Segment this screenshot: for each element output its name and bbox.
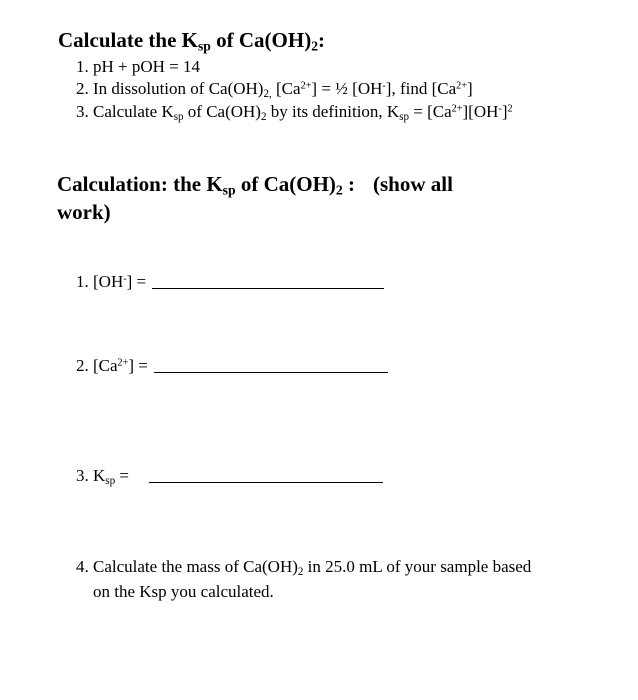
answer-2-text-b: ] = bbox=[128, 356, 148, 375]
answer-3-label bbox=[76, 466, 129, 486]
step-3-text-d: = [Ca bbox=[409, 102, 452, 121]
step-3-sup2: - bbox=[498, 103, 502, 115]
title-mid: of Ca(OH) bbox=[210, 28, 312, 52]
answer-1-text-a: 1. [OH bbox=[76, 272, 124, 291]
calc-heading-work: work) bbox=[57, 200, 111, 224]
question-4-text-c: on the Ksp you calculated. bbox=[93, 582, 274, 601]
title-sub: sp bbox=[197, 38, 211, 54]
step-3-sub2: 2 bbox=[260, 110, 267, 123]
step-3-text-b: of Ca(OH) bbox=[183, 102, 261, 121]
step-3-sub3: sp bbox=[399, 110, 410, 123]
step-3-text-c: by its definition, K bbox=[266, 102, 400, 121]
answer-1-sup: - bbox=[123, 273, 127, 285]
answer-oh-concentration bbox=[76, 272, 384, 292]
step-3-sup1: 2+ bbox=[451, 103, 463, 115]
step-2 bbox=[76, 79, 473, 99]
step-2-sup2: - bbox=[382, 80, 386, 92]
calc-heading-sub2: 2 bbox=[335, 182, 343, 198]
answer-3-text-a: 3. K bbox=[76, 466, 106, 485]
step-2-text-a: 2. In dissolution of Ca(OH) bbox=[76, 79, 264, 98]
title-tail: : bbox=[318, 28, 326, 52]
answer-ca-concentration bbox=[76, 356, 388, 376]
step-2-sub: 2, bbox=[263, 87, 272, 100]
step-3-text-f: ] bbox=[501, 102, 508, 121]
step-2-text-e: ] bbox=[466, 79, 473, 98]
calc-heading-lead: Calculation: the K bbox=[57, 172, 223, 196]
step-3-sub1: sp bbox=[173, 110, 184, 123]
step-1-text: 1. pH + pOH = 14 bbox=[76, 57, 201, 76]
step-3 bbox=[76, 102, 513, 122]
calc-heading-mid: of Ca(OH) bbox=[235, 172, 336, 196]
question-4-text-a: 4. Calculate the mass of Ca(OH) bbox=[76, 557, 298, 576]
step-3-text-a: 3. Calculate K bbox=[76, 102, 174, 121]
question-4-sub: 2 bbox=[297, 565, 304, 578]
step-2-text-d: ], find [Ca bbox=[385, 79, 457, 98]
calc-heading-show-all: (show all bbox=[372, 172, 453, 196]
step-2-text-c: ] = ½ [OH bbox=[311, 79, 383, 98]
step-2-sup1: 2+ bbox=[300, 80, 312, 92]
calc-heading-colon: : bbox=[342, 172, 355, 196]
question-4 bbox=[76, 554, 596, 604]
answer-1-blank-line[interactable] bbox=[152, 287, 384, 289]
calc-heading-sub: sp bbox=[222, 182, 236, 198]
answer-1-label bbox=[76, 272, 146, 292]
question-4-text-b: in 25.0 mL of your sample based bbox=[303, 557, 532, 576]
answer-2-label bbox=[76, 356, 148, 376]
title-sub2: 2 bbox=[311, 38, 319, 54]
step-3-sup3: 2 bbox=[507, 103, 513, 115]
step-2-sup3: 2+ bbox=[456, 80, 467, 92]
step-3-text-e: ][OH bbox=[462, 102, 499, 121]
answer-2-sup: 2+ bbox=[117, 357, 129, 369]
answer-1-text-b: ] = bbox=[126, 272, 147, 291]
answer-3-sub: sp bbox=[105, 474, 116, 487]
calculation-heading bbox=[57, 170, 517, 226]
answer-2-blank-line[interactable] bbox=[154, 371, 388, 373]
answer-ksp bbox=[76, 466, 383, 486]
answer-3-text-b: = bbox=[115, 466, 129, 485]
title-lead: Calculate the K bbox=[58, 28, 198, 52]
answer-3-blank-line[interactable] bbox=[149, 481, 383, 483]
page-title bbox=[58, 28, 325, 53]
step-1 bbox=[76, 57, 200, 77]
answer-2-text-a: 2. [Ca bbox=[76, 356, 118, 375]
step-2-text-b: [Ca bbox=[271, 79, 301, 98]
